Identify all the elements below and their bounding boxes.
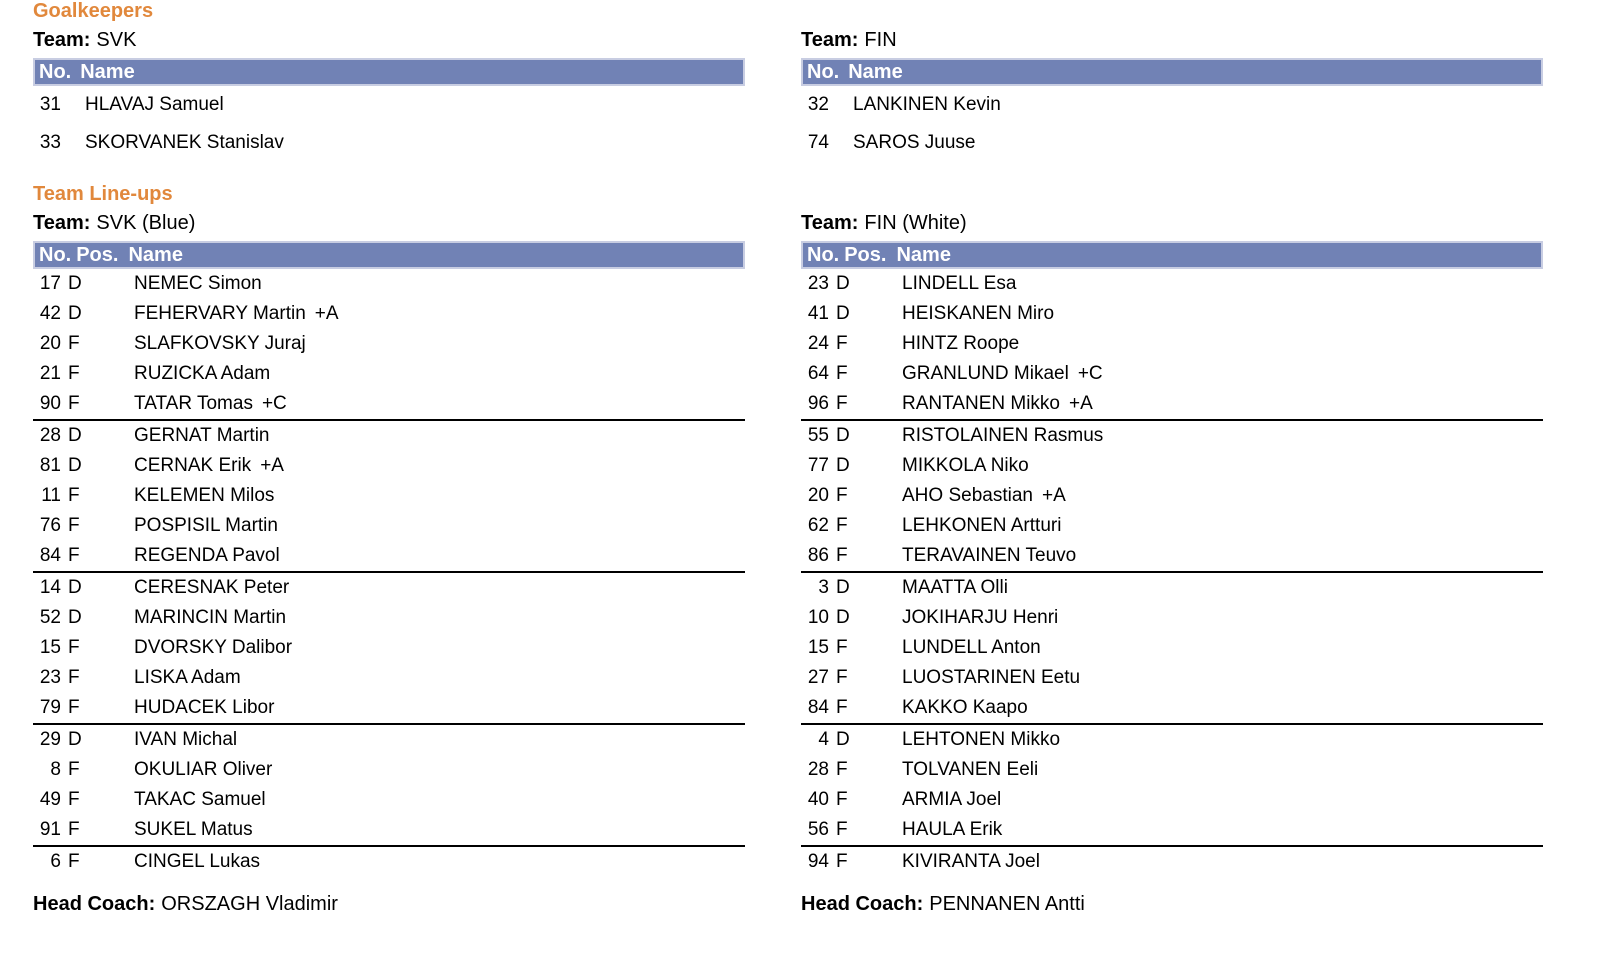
lineup-group: [33, 269, 745, 421]
player-number: 96: [807, 393, 829, 414]
player-name: RUZICKA Adam: [134, 363, 271, 384]
player-number: 31: [39, 94, 61, 115]
player-number: 14: [39, 577, 61, 598]
lineup-row: [33, 573, 745, 603]
player-position: F: [836, 759, 848, 780]
player-number: 24: [807, 333, 829, 354]
player-name: HAULA Erik: [902, 819, 1003, 840]
lineup-row: [801, 299, 1543, 329]
player-name: CERESNAK Peter: [134, 577, 290, 598]
player-number: 42: [39, 303, 61, 324]
player-position: D: [836, 607, 850, 628]
lineup-groups-svk: [33, 269, 745, 877]
goalkeeper-row: [801, 124, 1543, 162]
lineup-row: [33, 511, 745, 541]
player-name: GRANLUND Mikael +C: [902, 363, 1103, 384]
player-number: 23: [39, 667, 61, 688]
player-position: F: [68, 759, 80, 780]
player-name: JOKIHARJU Henri: [902, 607, 1059, 628]
lineup-row: [801, 269, 1543, 299]
player-number: 41: [807, 303, 829, 324]
goalkeepers-table-header-fin: [801, 58, 1543, 86]
player-position: F: [836, 819, 848, 840]
player-position: F: [68, 545, 80, 566]
player-number: 64: [807, 363, 829, 384]
player-position: D: [836, 577, 850, 598]
lineup-row: [801, 541, 1543, 571]
player-number: 32: [807, 94, 829, 115]
column-header-no: No.: [807, 61, 840, 83]
lineup-row: [33, 451, 745, 481]
player-name: IVAN Michal: [134, 729, 238, 750]
lineup-row: [33, 693, 745, 723]
player-name: TERAVAINEN Teuvo: [902, 545, 1077, 566]
player-name: CERNAK Erik +A: [134, 455, 284, 476]
player-number: 84: [39, 545, 61, 566]
player-position: D: [68, 455, 82, 476]
player-position: D: [836, 455, 850, 476]
team-name: SVK: [96, 29, 137, 51]
player-name: HUDACEK Libor: [134, 697, 275, 718]
lineup-row: [801, 573, 1543, 603]
lineup-row: [801, 481, 1543, 511]
player-position: D: [68, 607, 82, 628]
player-number: 8: [50, 759, 61, 780]
captaincy-badge: +A: [260, 455, 284, 476]
player-position: F: [836, 485, 848, 506]
player-position: F: [836, 333, 848, 354]
player-number: 17: [39, 273, 61, 294]
head-coach-label: Head Coach:: [801, 893, 924, 915]
lineup-group: [33, 725, 745, 847]
player-name: MAATTA Olli: [902, 577, 1008, 598]
goalkeeper-row: [33, 124, 745, 162]
lineup-group: [801, 269, 1543, 421]
player-number: 86: [807, 545, 829, 566]
column-header-pos: Pos.: [76, 244, 119, 266]
player-number: 76: [39, 515, 61, 536]
player-position: F: [68, 393, 80, 414]
player-name: SLAFKOVSKY Juraj: [134, 333, 306, 354]
lineup-row: [801, 815, 1543, 845]
player-position: F: [68, 667, 80, 688]
column-header-name: Name: [80, 61, 135, 83]
player-position: F: [68, 789, 80, 810]
team-label: Team:: [33, 29, 91, 51]
player-number: 20: [807, 485, 829, 506]
player-position: F: [836, 667, 848, 688]
team-name: FIN: [864, 29, 897, 51]
player-number: 15: [807, 637, 829, 658]
player-number: 74: [807, 132, 829, 153]
player-name: LEHTONEN Mikko: [902, 729, 1061, 750]
captaincy-badge: +C: [1077, 363, 1103, 384]
lineup-groups-fin: [801, 269, 1543, 877]
lineup-row: [33, 785, 745, 815]
player-number: 40: [807, 789, 829, 810]
player-number: 15: [39, 637, 61, 658]
team-label: Team:: [33, 212, 91, 234]
player-number: 10: [807, 607, 829, 628]
player-name: TOLVANEN Eeli: [902, 759, 1039, 780]
lineup-row: [33, 815, 745, 845]
captaincy-badge: +A: [314, 303, 339, 324]
player-position: D: [68, 577, 82, 598]
captaincy-badge: +C: [261, 393, 287, 414]
lineup-row: [801, 389, 1543, 419]
player-position: F: [836, 789, 848, 810]
lineup-row: [33, 663, 745, 693]
player-name: NEMEC Simon: [134, 273, 262, 294]
lineup-group: [33, 573, 745, 725]
player-name: LISKA Adam: [134, 667, 241, 688]
head-coach-label: Head Coach:: [33, 893, 156, 915]
player-number: 28: [807, 759, 829, 780]
lineup-row: [801, 359, 1543, 389]
player-name: CINGEL Lukas: [134, 851, 261, 872]
lineup-row: [801, 421, 1543, 451]
player-number: 84: [807, 697, 829, 718]
player-name: RANTANEN Mikko +A: [902, 393, 1093, 414]
team-name: FIN (White): [864, 212, 967, 234]
lineup-row: [33, 603, 745, 633]
player-name: MIKKOLA Niko: [902, 455, 1029, 476]
player-name: TAKAC Samuel: [134, 789, 266, 810]
lineup-row: [33, 725, 745, 755]
lineups-section-title: Team Line-ups: [33, 183, 173, 205]
player-number: 23: [807, 273, 829, 294]
player-position: F: [68, 363, 80, 384]
player-position: F: [68, 637, 80, 658]
player-number: 90: [39, 393, 61, 414]
player-name: ARMIA Joel: [902, 789, 1002, 810]
player-number: 77: [807, 455, 829, 476]
player-number: 81: [39, 455, 61, 476]
player-name: LEHKONEN Artturi: [902, 515, 1062, 536]
lineup-row: [33, 481, 745, 511]
player-position: F: [836, 515, 848, 536]
head-coach-line-svk: [33, 893, 338, 915]
team-label: Team:: [801, 212, 859, 234]
player-name: RISTOLAINEN Rasmus: [902, 425, 1104, 446]
lineup-row: [801, 693, 1543, 723]
lineup-table-header-fin: [801, 241, 1543, 269]
player-name: TATAR Tomas +C: [134, 393, 287, 414]
player-position: F: [68, 333, 80, 354]
column-header-name: Name: [128, 244, 183, 266]
player-position: D: [68, 303, 82, 324]
player-position: D: [836, 303, 850, 324]
player-name: HLAVAJ Samuel: [85, 94, 224, 115]
lineup-group: [33, 421, 745, 573]
player-position: F: [836, 697, 848, 718]
player-number: 33: [39, 132, 61, 153]
lineup-row: [801, 329, 1543, 359]
lineup-group: [801, 725, 1543, 847]
player-name: LUOSTARINEN Eetu: [902, 667, 1081, 688]
player-name: LANKINEN Kevin: [853, 94, 1001, 115]
player-name: HINTZ Roope: [902, 333, 1020, 354]
player-name: GERNAT Martin: [134, 425, 270, 446]
lineup-row: [33, 389, 745, 419]
player-name: KELEMEN Milos: [134, 485, 275, 506]
player-number: 3: [818, 577, 829, 598]
captaincy-badge: +A: [1041, 485, 1066, 506]
player-position: D: [836, 425, 850, 446]
lineup-row: [33, 269, 745, 299]
player-number: 49: [39, 789, 61, 810]
player-position: F: [68, 697, 80, 718]
lineup-row: [33, 633, 745, 663]
column-header-no: No.: [39, 244, 72, 266]
player-position: F: [68, 851, 80, 872]
player-name: SUKEL Matus: [134, 819, 253, 840]
goalkeepers-team-line-svk: [33, 29, 136, 51]
goalkeeper-row: [801, 86, 1543, 124]
lineup-team-line-svk: [33, 212, 195, 234]
goalkeepers-team-line-fin: [801, 29, 897, 51]
lineup-row: [33, 847, 745, 877]
column-header-no: No.: [807, 244, 840, 266]
lineup-row: [801, 451, 1543, 481]
player-name: FEHERVARY Martin +A: [134, 303, 339, 324]
lineup-row: [801, 663, 1543, 693]
player-number: 56: [807, 819, 829, 840]
goalkeepers-table-header-svk: [33, 58, 745, 86]
captaincy-badge: +A: [1069, 393, 1093, 414]
lineup-row: [801, 603, 1543, 633]
player-number: 94: [807, 851, 829, 872]
player-position: F: [836, 545, 848, 566]
lineup-table-header-svk: [33, 241, 745, 269]
player-number: 55: [807, 425, 829, 446]
player-number: 6: [50, 851, 61, 872]
player-position: D: [68, 273, 82, 294]
player-number: 91: [39, 819, 61, 840]
player-position: F: [836, 363, 848, 384]
player-position: D: [68, 729, 82, 750]
lineup-group: [801, 847, 1543, 877]
goalkeeper-row: [33, 86, 745, 124]
lineup-row: [33, 541, 745, 571]
player-number: 29: [39, 729, 61, 750]
lineup-row: [801, 847, 1543, 877]
lineup-row: [33, 755, 745, 785]
player-number: 27: [807, 667, 829, 688]
lineup-group: [33, 847, 745, 877]
column-fin: [801, 0, 1543, 959]
goalkeepers-rows-fin: [801, 86, 1543, 162]
column-header-pos: Pos.: [844, 244, 887, 266]
player-number: 62: [807, 515, 829, 536]
lineup-row: [801, 725, 1543, 755]
goalkeepers-rows-svk: [33, 86, 745, 162]
player-number: 20: [39, 333, 61, 354]
player-position: F: [836, 393, 848, 414]
lineup-row: [801, 633, 1543, 663]
player-position: F: [68, 819, 80, 840]
column-header-name: Name: [848, 61, 903, 83]
column-header-no: No.: [39, 61, 72, 83]
player-name: LUNDELL Anton: [902, 637, 1041, 658]
player-name: LINDELL Esa: [902, 273, 1017, 294]
lineup-group: [801, 573, 1543, 725]
lineup-row: [33, 421, 745, 451]
lineup-row: [801, 755, 1543, 785]
lineup-team-line-fin: [801, 212, 967, 234]
lineup-row: [33, 299, 745, 329]
head-coach-name: ORSZAGH Vladimir: [161, 893, 338, 915]
player-name: DVORSKY Dalibor: [134, 637, 293, 658]
player-name: MARINCIN Martin: [134, 607, 287, 628]
player-position: F: [68, 485, 80, 506]
team-name: SVK (Blue): [96, 212, 196, 234]
goalkeepers-section-title: Goalkeepers: [33, 0, 154, 22]
column-header-name: Name: [896, 244, 951, 266]
player-name: OKULIAR Oliver: [134, 759, 273, 780]
player-name: KAKKO Kaapo: [902, 697, 1028, 718]
player-name: SAROS Juuse: [853, 132, 976, 153]
player-position: F: [836, 637, 848, 658]
lineup-row: [801, 511, 1543, 541]
player-position: D: [836, 729, 850, 750]
player-number: 11: [41, 485, 61, 506]
player-name: POSPISIL Martin: [134, 515, 278, 536]
lineup-row: [33, 329, 745, 359]
player-number: 21: [39, 363, 61, 384]
player-name: KIVIRANTA Joel: [902, 851, 1040, 872]
player-position: D: [836, 273, 850, 294]
player-number: 52: [39, 607, 61, 628]
player-name: HEISKANEN Miro: [902, 303, 1055, 324]
player-position: D: [68, 425, 82, 446]
player-number: 4: [818, 729, 829, 750]
player-number: 79: [39, 697, 61, 718]
column-svk: [33, 0, 745, 959]
player-name: AHO Sebastian +A: [902, 485, 1066, 506]
player-position: F: [836, 851, 848, 872]
player-position: F: [68, 515, 80, 536]
head-coach-name: PENNANEN Antti: [929, 893, 1085, 915]
player-number: 28: [39, 425, 61, 446]
lineup-row: [801, 785, 1543, 815]
head-coach-line-fin: [801, 893, 1085, 915]
player-name: SKORVANEK Stanislav: [85, 132, 284, 153]
player-name: REGENDA Pavol: [134, 545, 280, 566]
team-label: Team:: [801, 29, 859, 51]
lineup-row: [33, 359, 745, 389]
lineup-group: [801, 421, 1543, 573]
